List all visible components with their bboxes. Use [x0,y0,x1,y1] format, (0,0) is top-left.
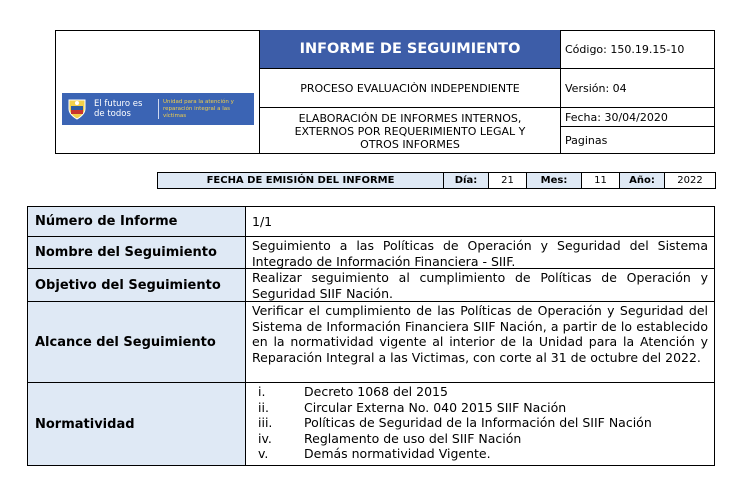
logo-slogan: El futuro es de todos [94,99,143,119]
regulations-value [245,382,715,466]
tracking-scope-label: Alcance del Seguimiento [27,301,246,383]
list-item-number: iii. [258,415,273,430]
regulations-list [252,384,708,462]
tracking-name-label: Nombre del Seguimiento [27,236,246,269]
process-name: PROCESO EVALUACIÒN INDEPENDIENTE [260,69,561,108]
document-code: Código: 150.19.15-10 [561,30,715,69]
list-item-text: Decreto 1068 del 2015 [304,384,448,399]
tracking-scope-value: Verificar el cumplimiento de las Políticas de Operación y Seguridad del Sistema de Información Financiera SIIF Nación, a partir de lo establecido en la normatividad vigente al interior de la Unidad para la Atención y Reparación Integral a las Victimas, con corte al 31 de octubre del 2022. [245,301,715,383]
emission-year-label: Año: [619,172,665,189]
organization-logo [62,93,254,125]
report-number-label: Número de Informe [27,206,246,237]
list-item-text: Reglamento de uso del SIIF Nación [304,430,522,446]
document-version: Versión: 04 [561,69,715,108]
emission-date-label: FECHA DE EMISIÓN DEL INFORME [157,172,444,189]
tracking-name-value: Seguimiento a las Políticas de Operación y Seguridad del Sistema Integrado de Información Financiera - SIIF. [245,236,715,269]
document-title: INFORME DE SEGUIMIENTO [260,30,561,69]
colombia-coat-of-arms-icon [66,97,88,121]
list-item [252,400,708,416]
document-date: Fecha: 30/04/2020 [561,108,715,127]
regulations-label: Normatividad [27,382,246,466]
logo-cell [55,30,260,154]
emission-day-label: Día: [443,172,489,189]
emission-day-value: 21 [488,172,527,189]
emission-month-label: Mes: [526,172,582,189]
list-item-number: iv. [258,430,272,446]
emission-month-value: 11 [581,172,620,189]
elaboration-description: ELABORACIÓN DE INFORMES INTERNOS, EXTERNOS POR REQUERIMIENTO LEGAL Y OTROS INFORMES [260,108,561,154]
tracking-objective-value: Realizar seguimiento al cumplimiento de Políticas de Operación y Seguridad SIIF Nación. [245,268,715,302]
list-item-number: ii. [258,399,269,415]
list-item [252,384,708,400]
tracking-objective-label: Objetivo del Seguimiento [27,268,246,302]
list-item-text: Políticas de Seguridad de la Información del SIIF Nación [304,415,652,430]
logo-entity-name: Unidad para la atención y reparación integral a las víctimas [163,98,234,119]
emission-year-value: 2022 [664,172,716,189]
list-item-text: Demás normatividad Vigente. [304,446,491,461]
document-pages: Paginas [565,134,608,147]
list-item [252,446,708,462]
list-item [252,415,708,431]
list-item-number: v. [258,446,269,461]
list-item [252,431,708,447]
list-item-number: i. [258,384,266,399]
report-number-value: 1/1 [245,206,715,237]
list-item-text: Circular Externa No. 040 2015 SIIF Nación [304,399,567,415]
logo-divider [158,99,159,119]
